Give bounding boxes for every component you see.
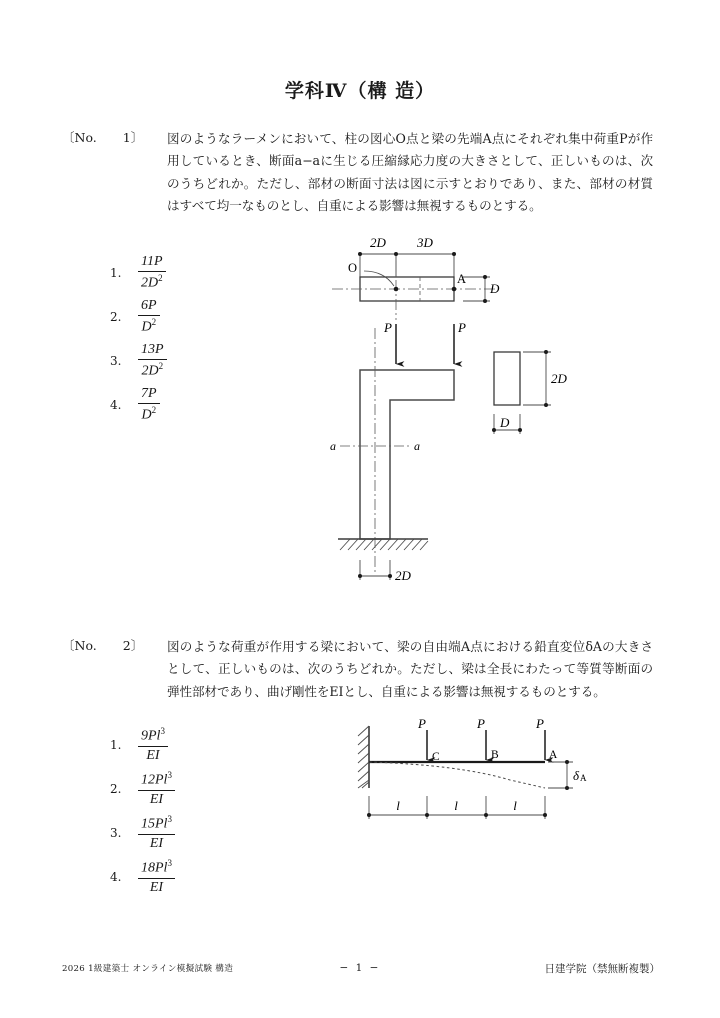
numerator: 18Pl$^3$: [141, 858, 172, 876]
choice-number: 4.: [110, 398, 122, 412]
denominator: EI: [138, 834, 175, 852]
numerator: 12Pl$^3$: [141, 770, 172, 788]
dim-2d-bottom: 2D: [395, 568, 411, 583]
numerator: 9Pl$^3$: [141, 726, 165, 744]
label-load-right: P: [458, 320, 466, 335]
choice-formula: [138, 858, 175, 896]
dim-d-section: D: [500, 415, 510, 430]
denominator: EI: [138, 790, 175, 808]
denominator: $D^2$: [138, 403, 160, 424]
choice-formula: [138, 342, 167, 380]
label-load-c: P: [418, 716, 426, 731]
footer-publisher: 日建学院（禁無断複製）: [544, 963, 660, 975]
numerator: 15Pl$^3$: [141, 814, 172, 832]
choice-number: 4.: [110, 870, 122, 884]
dim-3d-top: 3D: [417, 235, 433, 250]
label-load-a: P: [536, 716, 544, 731]
footer-exam-info: 2026 1級建築士 オンライン模擬試験 構造: [62, 964, 234, 974]
label-point-o: O: [348, 261, 358, 275]
choice-formula: [138, 254, 166, 292]
footer-page-number: − 1 −: [339, 962, 381, 974]
choice-number: 3.: [110, 826, 122, 840]
bracket-open: 〔: [62, 130, 75, 145]
label-section-a-left: a: [330, 439, 336, 453]
no-label: No.: [74, 130, 97, 145]
choice-number: 2.: [110, 782, 122, 796]
dim-2d-top: 2D: [370, 235, 386, 250]
figure-cantilever-beam: [345, 716, 635, 828]
label-load-left: P: [384, 320, 392, 335]
denominator: EI: [138, 878, 175, 896]
choice-number: 3.: [110, 354, 122, 368]
dim-span-3: l: [513, 798, 517, 813]
label-point-a: A: [549, 749, 558, 761]
page-title: 学科Ⅳ（構 造）: [284, 80, 436, 102]
denominator: $2D^2$: [138, 271, 166, 292]
label-delta-a: δA: [573, 768, 587, 783]
label-load-b: P: [477, 716, 485, 731]
question-1-text: 図のようなラーメンにおいて、柱の図心O点と梁の先端A点にそれぞれ集中荷重Pが作用しているとき、断面a−aに生じる圧縮縁応力度の大きさとして、正しいものは、次のうちどれか。ただし、部材の断面寸法は図に示すとおりであり、また、部材の材質はすべて均一なものとし、自重による影響は無視するものとする。: [167, 131, 653, 214]
figure-rigid-frame: [318, 228, 608, 608]
numerator: 6P: [141, 298, 157, 313]
label-point-a: A: [457, 272, 467, 286]
denominator: EI: [138, 746, 168, 764]
label-section-a-right: a: [414, 439, 420, 453]
question-2-text: 図のような荷重が作用する梁において、梁の自由端A点における鉛直変位δAの大きさとして、正しいものは、次のうちどれか。ただし、梁は全長にわたって等質等断面の弾性部材であり、曲げ剛性をEIとし、自重による影響は無視するものとする。: [167, 639, 653, 699]
question-2-number: [62, 636, 182, 654]
numerator: 11P: [141, 254, 163, 269]
question-number: 2: [122, 638, 131, 653]
dim-span-1: l: [396, 798, 400, 813]
label-point-b: B: [491, 749, 499, 761]
numerator: 13P: [141, 342, 164, 357]
bracket-open: 〔: [62, 638, 75, 653]
label-point-c: C: [432, 751, 440, 763]
denominator: $D^2$: [138, 315, 160, 336]
bracket-close: 〕: [130, 638, 144, 653]
choice-formula: [138, 298, 160, 336]
choice-formula: [138, 386, 160, 424]
question-number: 1: [122, 130, 131, 145]
choice-number: 2.: [110, 310, 122, 324]
numerator: 7P: [141, 386, 157, 401]
dim-span-2: l: [454, 798, 458, 813]
choice-formula: [138, 726, 168, 764]
page-footer: [0, 962, 720, 984]
bracket-close: 〕: [130, 130, 144, 145]
dim-2d-section: 2D: [551, 371, 567, 386]
choice-number: 1.: [110, 738, 122, 752]
choice-formula: [138, 770, 175, 808]
choice-number: 1.: [110, 266, 122, 280]
choice-formula: [138, 814, 175, 852]
denominator: $2D^2$: [138, 359, 167, 380]
question-1-number: [62, 128, 182, 146]
no-label: No.: [74, 638, 97, 653]
dim-d-right: D: [490, 281, 500, 296]
